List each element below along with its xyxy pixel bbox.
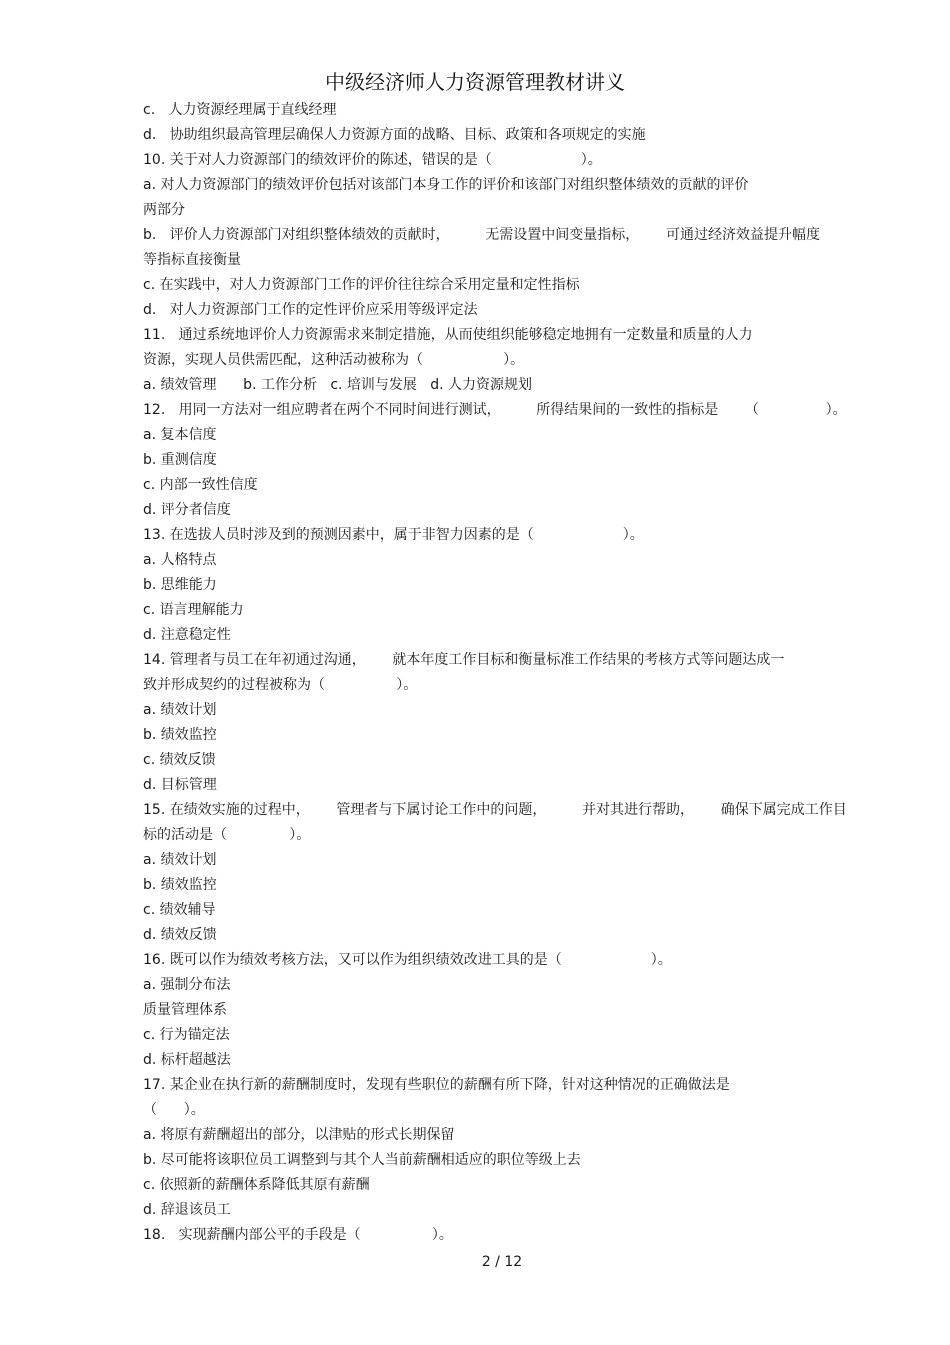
- text-line: d. 协助组织最高管理层确保人力资源方面的战略、目标、政策和各项规定的实施: [143, 127, 646, 143]
- text-line: b. 重测信度: [143, 452, 217, 468]
- text-line: c. 行为锚定法: [143, 1027, 230, 1043]
- text-line: 12. 用同一方法对一组应聘者在两个不同时间进行测试， 所得结果间的一致性的指标是 （ ）。: [143, 402, 847, 418]
- text-line: a. 绩效计划: [143, 702, 217, 718]
- text-line: 13. 在选拔人员时涉及到的预测因素中，属于非智力因素的是（ ）。: [143, 527, 644, 543]
- text-line: b. 尽可能将该职位员工调整到与其个人当前薪酬相适应的职位等级上去: [143, 1152, 581, 1168]
- text-line: d. 评分者信度: [143, 502, 231, 518]
- document-body: [143, 98, 883, 1248]
- text-line: d. 注意稳定性: [143, 627, 231, 643]
- text-line: 两部分: [143, 202, 185, 218]
- text-line: d. 对人力资源部门工作的定性评价应采用等级评定法: [143, 302, 478, 318]
- page-number: 2 / 12: [481, 1254, 523, 1270]
- text-line: b. 评价人力资源部门对组织整体绩效的贡献时， 无需设置中间变量指标， 可通过经济效益提升幅度: [143, 227, 820, 243]
- text-line: c. 绩效辅导: [143, 902, 216, 918]
- text-line: a. 对人力资源部门的绩效评价包括对该部门本身工作的评价和该部门对组织整体绩效的贡献的评价: [143, 177, 749, 193]
- text-line: c. 人力资源经理属于直线经理: [143, 102, 337, 118]
- text-line: c. 依照新的薪酬体系降低其原有薪酬: [143, 1177, 370, 1193]
- text-line: 16. 既可以作为绩效考核方法，又可以作为组织绩效改进工具的是（ ）。: [143, 952, 672, 968]
- text-line: a. 绩效管理 b. 工作分析 c. 培训与发展 d. 人力资源规划: [143, 377, 533, 393]
- text-line: c. 内部一致性信度: [143, 477, 258, 493]
- text-line: 15. 在绩效实施的过程中， 管理者与下属讨论工作中的问题， 并对其进行帮助， 确保下属完成工作目: [143, 802, 847, 818]
- text-line: c. 在实践中，对人力资源部门工作的评价往往综合采用定量和定性指标: [143, 277, 580, 293]
- text-line: 10. 关于对人力资源部门的绩效评价的陈述，错误的是（ ）。: [143, 152, 602, 168]
- text-line: 质量管理体系: [143, 1002, 227, 1018]
- text-line: 致并形成契约的过程被称为（ ）。: [143, 677, 418, 693]
- text-line: b. 绩效监控: [143, 877, 217, 893]
- text-line: d. 绩效反馈: [143, 927, 217, 943]
- text-line: 标的活动是（ ）。: [143, 827, 311, 843]
- text-line: a. 将原有薪酬超出的部分，以津贴的形式长期保留: [143, 1127, 455, 1143]
- text-line: a. 绩效计划: [143, 852, 217, 868]
- text-line: a. 强制分布法: [143, 977, 231, 993]
- text-line: 资源，实现人员供需匹配，这种活动被称为（ ）。: [143, 352, 525, 368]
- text-line: b. 思维能力: [143, 577, 217, 593]
- text-line: a. 人格特点: [143, 552, 217, 568]
- text-line: 18. 实现薪酬内部公平的手段是（ ）。: [143, 1227, 453, 1243]
- text-line: a. 复本信度: [143, 427, 217, 443]
- text-line: b. 绩效监控: [143, 727, 217, 743]
- text-line: c. 语言理解能力: [143, 602, 244, 618]
- text-line: d. 目标管理: [143, 777, 217, 793]
- text-line: 等指标直接衡量: [143, 252, 241, 268]
- text-line: c. 绩效反馈: [143, 752, 216, 768]
- text-line: 17. 某企业在执行新的薪酬制度时，发现有些职位的薪酬有所下降，针对这种情况的正确做法是: [143, 1077, 730, 1093]
- text-line: （ ）。: [143, 1102, 205, 1118]
- document-title: 中级经济师人力资源管理教材讲义: [325, 70, 625, 94]
- text-line: d. 辞退该员工: [143, 1202, 231, 1218]
- text-line: 11. 通过系统地评价人力资源需求来制定措施，从而使组织能够稳定地拥有一定数量和质量的人力: [143, 327, 753, 343]
- text-line: d. 标杆超越法: [143, 1052, 231, 1068]
- text-line: 14. 管理者与员工在年初通过沟通， 就本年度工作目标和衡量标准工作结果的考核方式等问题达成一: [143, 652, 785, 668]
